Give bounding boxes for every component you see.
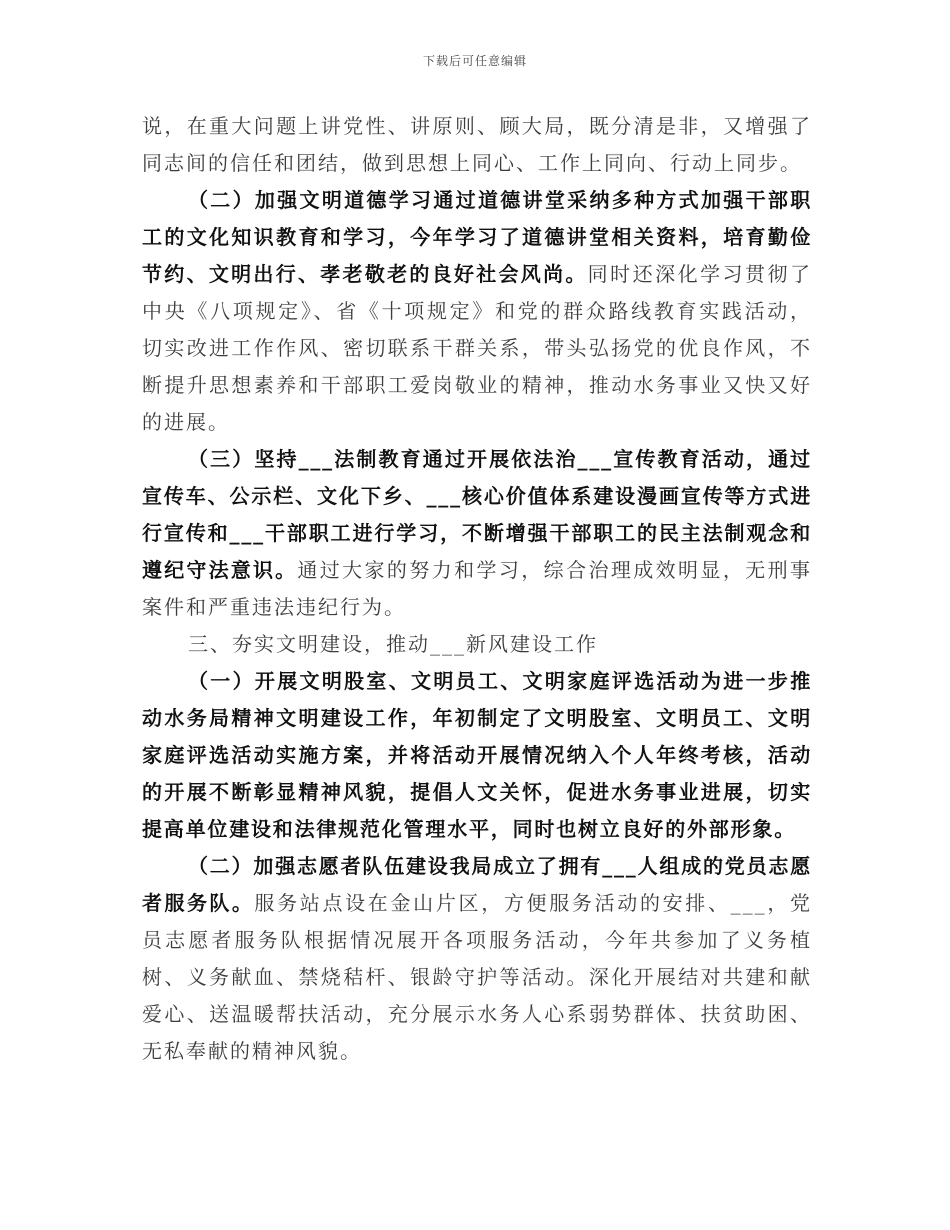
paragraph-civilization-selection: [142, 663, 812, 848]
section-heading-text: 三、夯实文明建设，推动___新风建设工作: [188, 632, 598, 656]
document-body: [142, 108, 812, 1070]
page-header: 下载后可任意编辑: [422, 54, 527, 68]
paragraph-heading-text: （一）开展文明股室、文明员工、文明家庭评选活动为进一步推动水务局精神文明建设工作，年初制定了文明股室、文明员工、文明家庭评选活动实施方案，并将活动开展情况纳入个人年终考核，活动的开展不断彰显精神风貌，提倡人文关怀，促进水务事业进展，切实提高单位建设和法律规范化管理水平，同时也树立良好的外部形象。: [142, 669, 812, 841]
paragraph-text: 服务站点设在金山片区，方便服务活动的安排、___，党员志愿者服务队根据情况展开各项服务活动，今年共参加了义务植树、义务献血、禁烧秸杆、银龄守护等活动。深化开展结对共建和献爱心、送温暖帮扶活动，充分展示水务人心系弱势群体、扶贫助困、无私奉献的精神风貌。: [142, 891, 813, 1063]
paragraph-heading-text: （三）坚持___法制教育通过开展依法治___宣传教育活动，通过宣传车、公示栏、文化下乡、___核心价值体系建设漫画宣传等方式进行宣传和___干部职工进行学习，不断增强干部职工的民主法制观念和遵纪守法意识。: [142, 447, 812, 582]
paragraph-text: 同时还深化学习贯彻了中央《八项规定》、省《十项规定》和党的群众路线教育实践活动，切实改进工作作风、密切联系干群关系，带头弘扬党的优良作风，不断提升思想素养和干部职工爱岗敬业的精神，推动水务事业又快又好的进展。: [142, 262, 813, 434]
paragraph-heading-text: （二）加强文明道德学习通过道德讲堂采纳多种方式加强干部职工的文化知识教育和学习，今年学习了道德讲堂相关资料，培育勤俭节约、文明出行、孝老敬老的良好社会风尚。: [142, 188, 812, 286]
paragraph-text: 通过大家的努力和学习，综合治理成效明显，无刑事案件和严重违法违纪行为。: [142, 558, 813, 619]
paragraph-text: 说，在重大问题上讲党性、讲原则、顾大局，既分清是非，又增强了同志间的信任和团结，做到思想上同心、工作上同向、行动上同步。: [142, 114, 812, 175]
paragraph-moral-study: [142, 182, 812, 441]
paragraph-heading-text: （二）加强志愿者队伍建设我局成立了拥有___人组成的党员志愿者服务队。: [142, 854, 812, 915]
paragraph-continuation: [142, 108, 812, 182]
section-heading: [142, 626, 812, 663]
paragraph-legal-education: [142, 441, 812, 626]
paragraph-volunteer-team: [142, 848, 812, 1070]
